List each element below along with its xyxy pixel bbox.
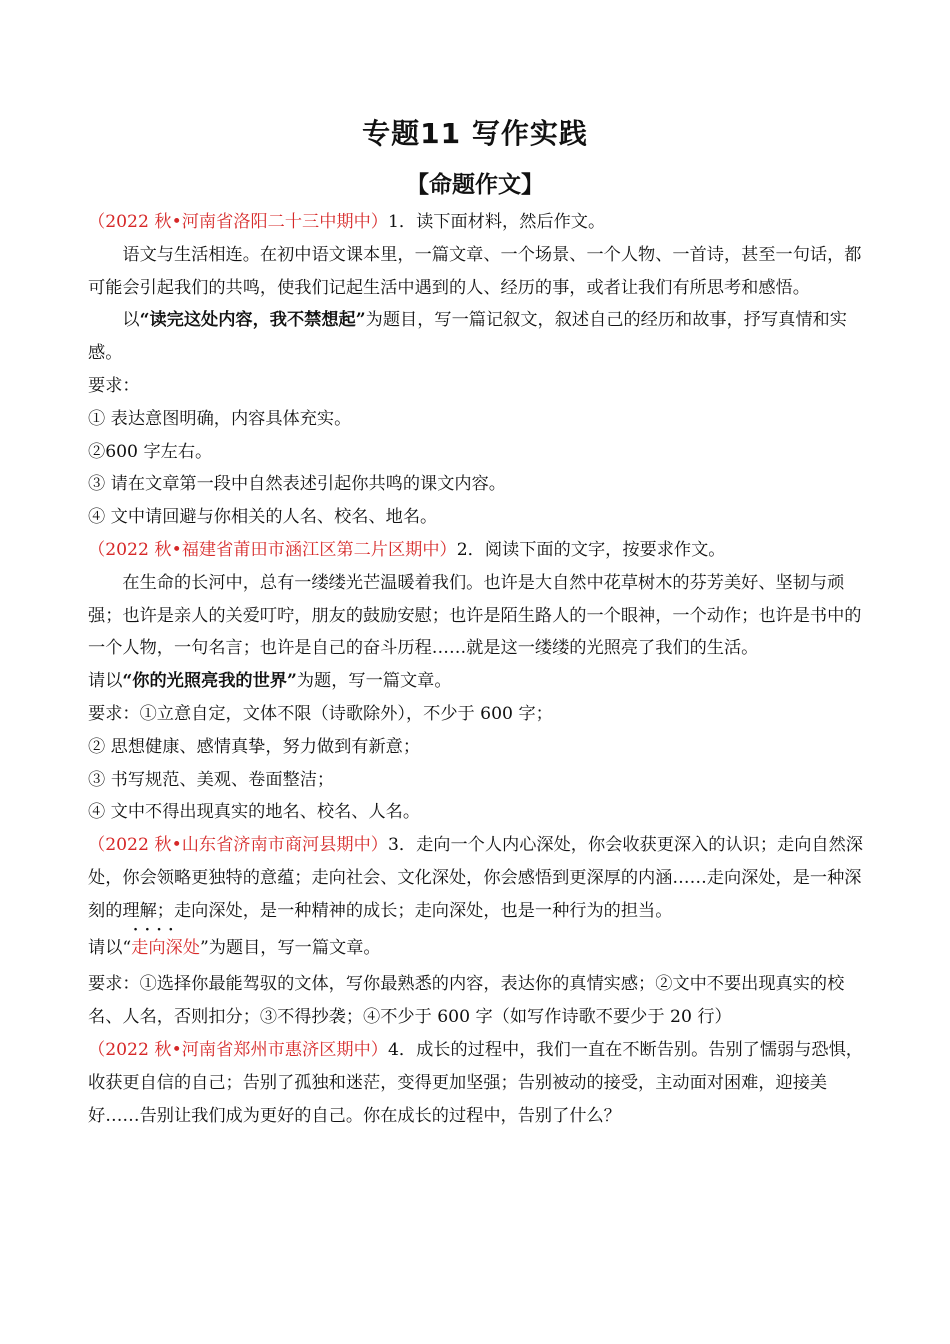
- question-3-requirements: 要求：①选择你最能驾驭的文体，写你最熟悉的内容，表达你的真情实感；②文中不要出现真实的校名、人名，否则扣分；③不得抄袭；④不少于 600 字（如写作诗歌不要少于 20 行）: [88, 974, 845, 1028]
- section-title: 【命题作文】: [406, 172, 544, 198]
- question-4-source: （2022 秋•河南省郑州市惠济区期中）: [88, 1039, 388, 1060]
- question-3-header: [88, 829, 864, 927]
- question-2-material: 在生命的长河中，总有一缕缕光芒温暖着我们。也许是大自然中花草树木的芬芳美好、坚韧与顽强；也许是亲人的关爱叮咛，朋友的鼓励安慰；也许是陌生路人的一个眼神，一个动作；也许是书中的一个人物，一句名言；也许是自己的奋斗历程……就是这一缕缕的光照亮了我们的生活。: [88, 572, 862, 659]
- question-2-source: （2022 秋•福建省莆田市涵江区第二片区期中）: [88, 539, 457, 560]
- question-1-prompt: 1．读下面材料，然后作文。: [387, 212, 606, 232]
- question-2-requirement: ④ 文中不得出现真实的地名、校名、人名。: [88, 802, 421, 823]
- question-1-header: [88, 206, 864, 239]
- question-1-source: （2022 秋•河南省洛阳二十三中期中）: [88, 212, 388, 232]
- page-title: 专题11 写作实践: [362, 117, 588, 150]
- question-1-topic: “读完这处内容，我不禁想起”: [139, 310, 366, 331]
- question-2-prompt: 2．阅读下面的文字，按要求作文。: [456, 539, 726, 560]
- question-1-requirement: ②600 字左右。: [88, 441, 213, 462]
- question-3-prompt: 3．走向一个人内心深处，你会收获更深入的认识；走向自然深处，你会领略更独特的意蕴；走向社会、文化深处，你会感悟到更深厚的内涵……走向深处，是一种深刻的理解；走向深处，是一种精神的成长；走向深处，也是一种行为的担当。: [88, 835, 863, 921]
- question-2-topic: “你的光照亮我的世界”: [122, 671, 297, 692]
- question-1-requirements-label: 要求：: [88, 375, 140, 396]
- question-2-requirement: ③ 书写规范、美观、卷面整洁；: [88, 769, 335, 790]
- question-3-source: （2022 秋•山东省济南市商河县期中）: [88, 835, 388, 856]
- question-1-requirement: ① 表达意图明确，内容具体充实。: [88, 408, 352, 429]
- question-1-requirement: ③ 请在文章第一段中自然表述引起你共鸣的课文内容。: [88, 474, 506, 495]
- question-4-prompt: 4．成长的过程中，我们一直在不断告别。告别了懦弱与恐惧，收获更自信的自己；告别了孤独和迷茫，变得更加坚强；告别被动的接受，主动面对困难，迎接美好……告别让我们成为更好的自己。你在成长的过程中，告别了什么？: [88, 1039, 863, 1126]
- document-body: [88, 206, 864, 1132]
- question-3-task: 请以“· · · · 走向深处”为题目，写一篇文章。: [88, 932, 864, 965]
- question-2-header: [88, 534, 864, 567]
- question-1-material: 语文与生活相连。在初中语文课本里，一篇文章、一个场景、一个人物、一首诗，甚至一句话，都可能会引起我们的共鸣，使我们记起生活中遇到的人、经历的事，或者让我们有所思考和感悟。: [88, 244, 862, 298]
- question-2-requirement: ② 思想健康、感情真挚，努力做到有新意；: [88, 736, 421, 757]
- question-2-requirement: 要求：①立意自定，文体不限（诗歌除外），不少于 600 字；: [88, 703, 553, 724]
- question-4-header: [88, 1034, 864, 1132]
- question-2-task: 请以“你的光照亮我的世界”为题，写一篇文章。: [88, 671, 452, 692]
- question-3-topic: · · · · 走向深处: [131, 932, 200, 965]
- question-1-task: 以“读完这处内容，我不禁想起”为题目，写一篇记叙文，叙述自己的经历和故事，抒写真情和实感。: [88, 310, 847, 364]
- question-1-requirement: ④ 文中请回避与你相关的人名、校名、地名。: [88, 507, 438, 528]
